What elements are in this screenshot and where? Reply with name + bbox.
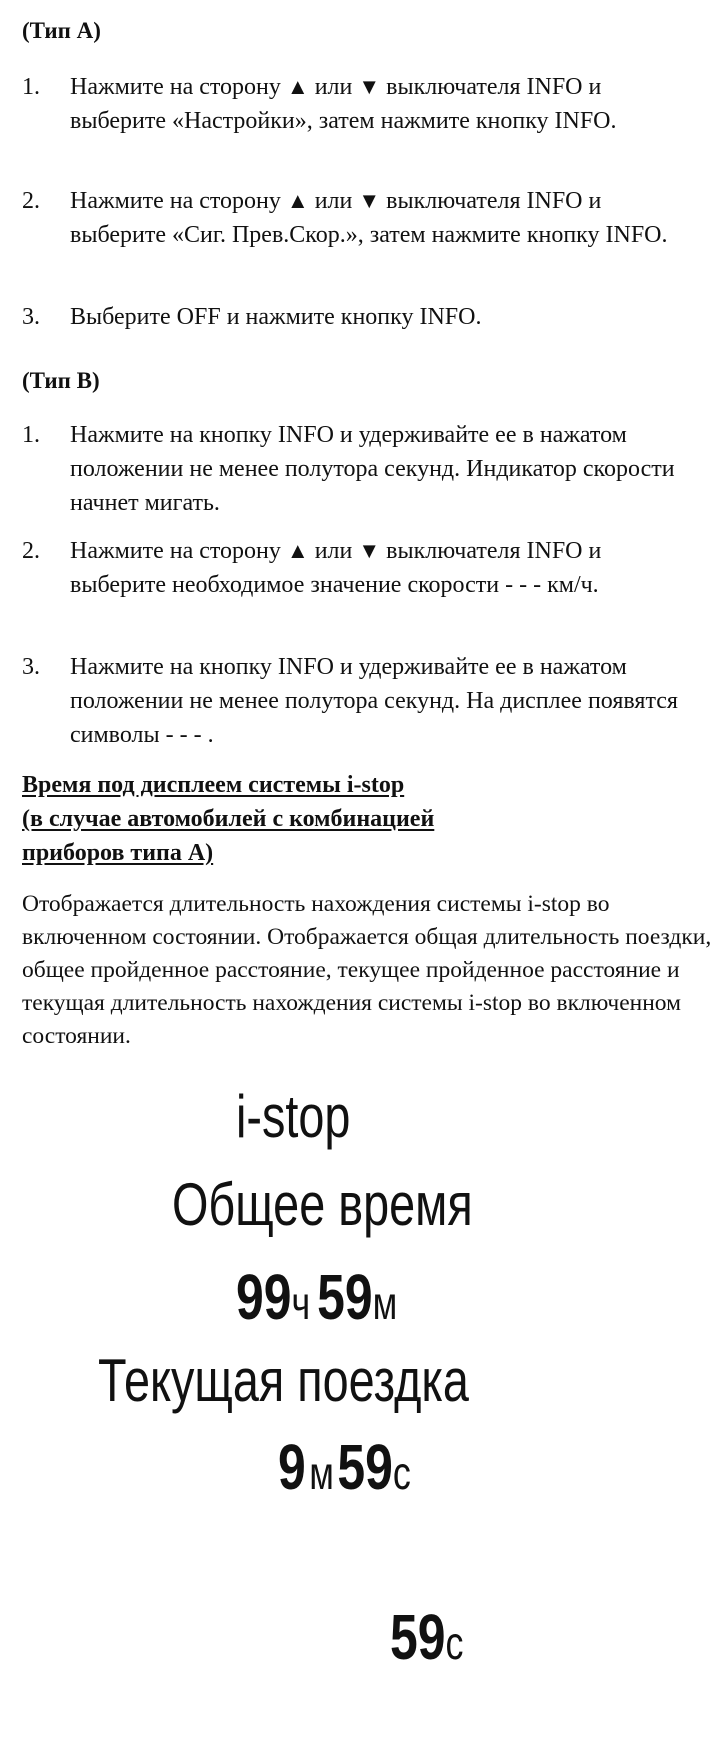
step-number: 1. (22, 422, 40, 448)
section-paragraph: Отображается длительность нахождения системы i-stop во включенном состоянии. Отображается общая длительность поездки, общее пройденное расстояние, текущее пройденное расстояние и текущая длительность нахождения системы i-stop во включенном состоянии. (22, 891, 712, 1049)
down-triangle-icon: ▼ (358, 538, 381, 563)
display-current-seconds: 59с (390, 1601, 464, 1673)
display-trip-time: 9 м 59с (278, 1431, 411, 1503)
step-number: 3. (22, 654, 40, 680)
display-trip-label: Текущая поездка (98, 1347, 469, 1414)
section-title: Время под дисплеем системы i-stop (в случае автомобилей с комбинацией приборов типа A) (22, 772, 435, 866)
type-b-step-1: 1. Нажмите на кнопку INFO и удерживайте ее в нажатом положении не менее полутора секунд. Индикатор скорости начнет мигать. (22, 418, 702, 520)
type-b-step-2: 2. Нажмите на сторону ▲ или ▼ выключателя INFO и выберите необходимое значение скорости - - - км/ч. (22, 534, 702, 602)
display-total-time: 99ч 59м (236, 1261, 398, 1333)
down-triangle-icon: ▼ (358, 74, 381, 99)
down-triangle-icon: ▼ (358, 188, 381, 213)
step-number: 3. (22, 304, 40, 330)
up-triangle-icon: ▲ (286, 538, 309, 563)
display-total-label: Общее время (172, 1171, 473, 1238)
type-b-heading: (Тип B) (22, 368, 100, 393)
type-b-step-3: 3. Нажмите на кнопку INFO и удерживайте ее в нажатом положении не менее полутора секунд. На дисплее появятся символы - - - . (22, 650, 702, 752)
type-a-heading: (Тип A) (22, 18, 101, 43)
up-triangle-icon: ▲ (286, 188, 309, 213)
step-number: 2. (22, 538, 40, 564)
step-number: 1. (22, 74, 40, 100)
type-a-step-3: 3. Выберите OFF и нажмите кнопку INFO. (22, 300, 702, 334)
type-a-step-2: 2. Нажмите на сторону ▲ или ▼ выключателя INFO и выберите «Сиг. Прев.Скор.», затем нажмите кнопку INFO. (22, 184, 702, 252)
type-a-step-1: 1. Нажмите на сторону ▲ или ▼ выключателя INFO и выберите «Настройки», затем нажмите кнопку INFO. (22, 70, 702, 138)
display-title: i-stop (236, 1083, 351, 1150)
up-triangle-icon: ▲ (286, 74, 309, 99)
step-number: 2. (22, 188, 40, 214)
